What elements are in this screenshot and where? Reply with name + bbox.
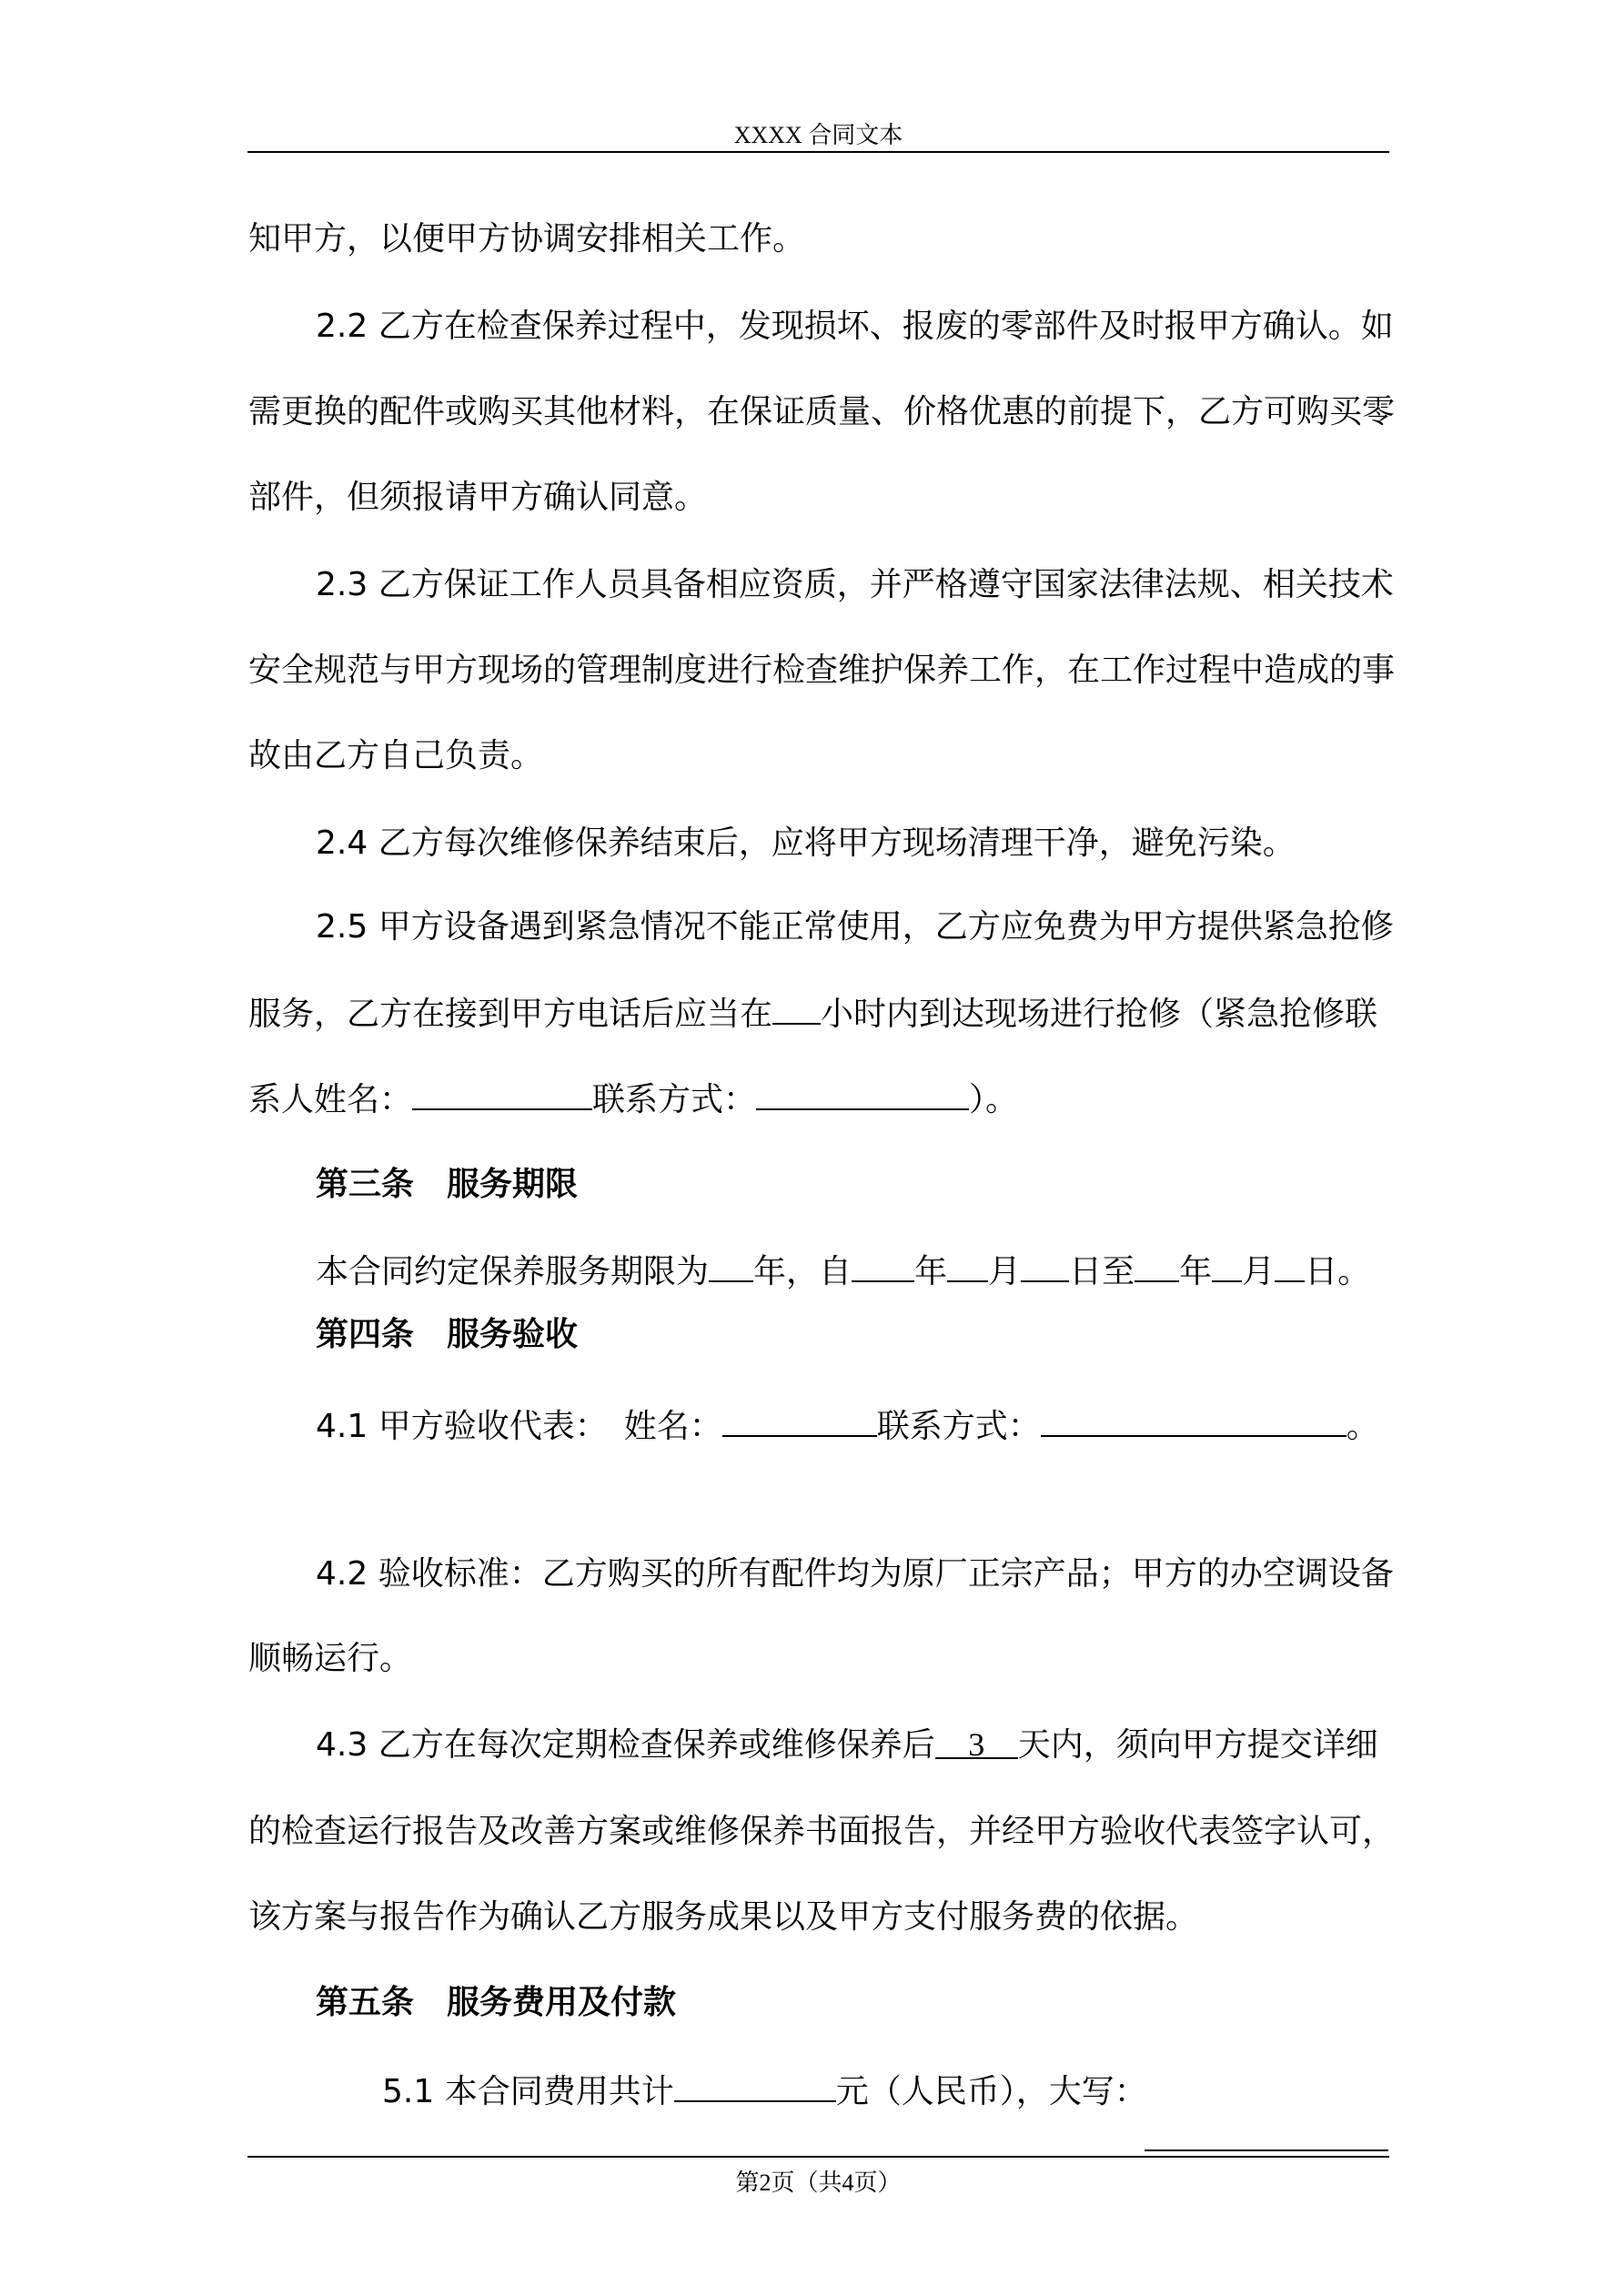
end-day-blank[interactable]	[1275, 1249, 1305, 1282]
clause-2-5: 2.5 甲方设备遇到紧急情况不能正常使用，乙方应免费为甲方提供紧急抢修	[316, 908, 1394, 946]
article-3-heading: 第三条 服务期限	[316, 1166, 579, 1203]
contact-phone-blank[interactable]	[756, 1077, 969, 1110]
text: 服务，乙方在接到甲方电话后应当在	[248, 996, 773, 1033]
text: 。	[1346, 1408, 1379, 1445]
acceptance-contact-blank[interactable]	[1041, 1404, 1347, 1437]
start-day-blank[interactable]	[1021, 1249, 1069, 1282]
text: 日至	[1069, 1253, 1135, 1290]
hours-blank[interactable]	[772, 992, 821, 1025]
paragraph-line: 知甲方，以便甲方协调安排相关工作。	[248, 220, 806, 258]
paragraph-line: 该方案与报告作为确认乙方服务成果以及甲方支付服务费的依据。	[248, 1898, 1199, 1936]
clause-4-3	[316, 1725, 1388, 1766]
fee-amount-blank[interactable]	[674, 2069, 836, 2102]
text: 年，自	[753, 1253, 852, 1290]
paragraph-line: 的检查运行报告及改善方案或维修保养书面报告，并经甲方验收代表签字认可，	[248, 1813, 1396, 1850]
page-number: 第2页（共4页）	[735, 2170, 902, 2196]
text: 4.3 乙方在每次定期检查保养或维修保养后	[316, 1726, 935, 1764]
clause-2-4: 2.4 乙方每次维修保养结束后，应将甲方现场清理干净，避免污染。	[316, 824, 1296, 862]
clause-2-2: 2.2 乙方在检查保养过程中，发现损坏、报废的零部件及时报甲方确认。如	[316, 308, 1394, 345]
text: 5.1 本合同费用共计	[382, 2073, 674, 2110]
service-term-line	[316, 1249, 1388, 1291]
text: 联系方式：	[876, 1408, 1041, 1445]
end-year-blank[interactable]	[1135, 1249, 1179, 1282]
paragraph-line: 顺畅运行。	[248, 1640, 413, 1677]
text: 联系方式：	[592, 1081, 757, 1118]
text: 年	[914, 1253, 948, 1290]
contact-name-blank[interactable]	[412, 1077, 592, 1110]
footer-rule	[247, 2156, 1389, 2158]
fee-uppercase-blank[interactable]	[1145, 2119, 1388, 2151]
article-4-heading: 第四条 服务验收	[316, 1316, 579, 1353]
text: ）。	[969, 1081, 1019, 1118]
text: 元（人民币），大写：	[835, 2073, 1147, 2110]
clause-4-1	[316, 1404, 1388, 1446]
acceptance-name-blank[interactable]	[722, 1404, 877, 1437]
paragraph-line: 部件，但须报请甲方确认同意。	[248, 479, 708, 516]
report-days-blank[interactable]: 3	[935, 1726, 1018, 1759]
clause-2-3: 2.3 乙方保证工作人员具备相应资质，并严格遵守国家法律法规、相关技术	[316, 566, 1394, 603]
text: 天内，须向甲方提交详细	[1017, 1726, 1378, 1764]
paragraph-line: 安全规范与甲方现场的管理制度进行检查维护保养工作，在工作过程中造成的事	[248, 652, 1396, 689]
text: 小时内到达现场进行抢修（紧急抢修联	[821, 996, 1378, 1033]
start-year-blank[interactable]	[852, 1249, 914, 1282]
years-blank[interactable]	[709, 1249, 753, 1282]
text: 月	[988, 1253, 1022, 1290]
paragraph-line: 故由乙方自己负责。	[248, 737, 544, 774]
paragraph-line	[248, 1077, 1388, 1119]
text: 月	[1242, 1253, 1276, 1290]
text: 本合同约定保养服务期限为	[316, 1253, 710, 1290]
article-5-heading: 第五条 服务费用及付款	[316, 1984, 677, 2021]
text: 4.1 甲方验收代表： 姓名：	[316, 1408, 722, 1445]
start-month-blank[interactable]	[947, 1249, 988, 1282]
paragraph-line	[248, 992, 1388, 1034]
text: 年	[1179, 1253, 1213, 1290]
page-header-title: XXXX 合同文本	[733, 122, 903, 148]
text: 日。	[1305, 1253, 1371, 1290]
clause-5-1	[382, 2069, 1388, 2111]
clause-4-2: 4.2 验收标准：乙方购买的所有配件均为原厂正宗产品；甲方的办空调设备	[316, 1555, 1394, 1593]
paragraph-line: 需更换的配件或购买其他材料，在保证质量、价格优惠的前提下，乙方可购买零	[248, 393, 1396, 430]
text: 系人姓名：	[248, 1081, 413, 1118]
end-month-blank[interactable]	[1212, 1249, 1242, 1282]
header-rule	[247, 151, 1389, 153]
